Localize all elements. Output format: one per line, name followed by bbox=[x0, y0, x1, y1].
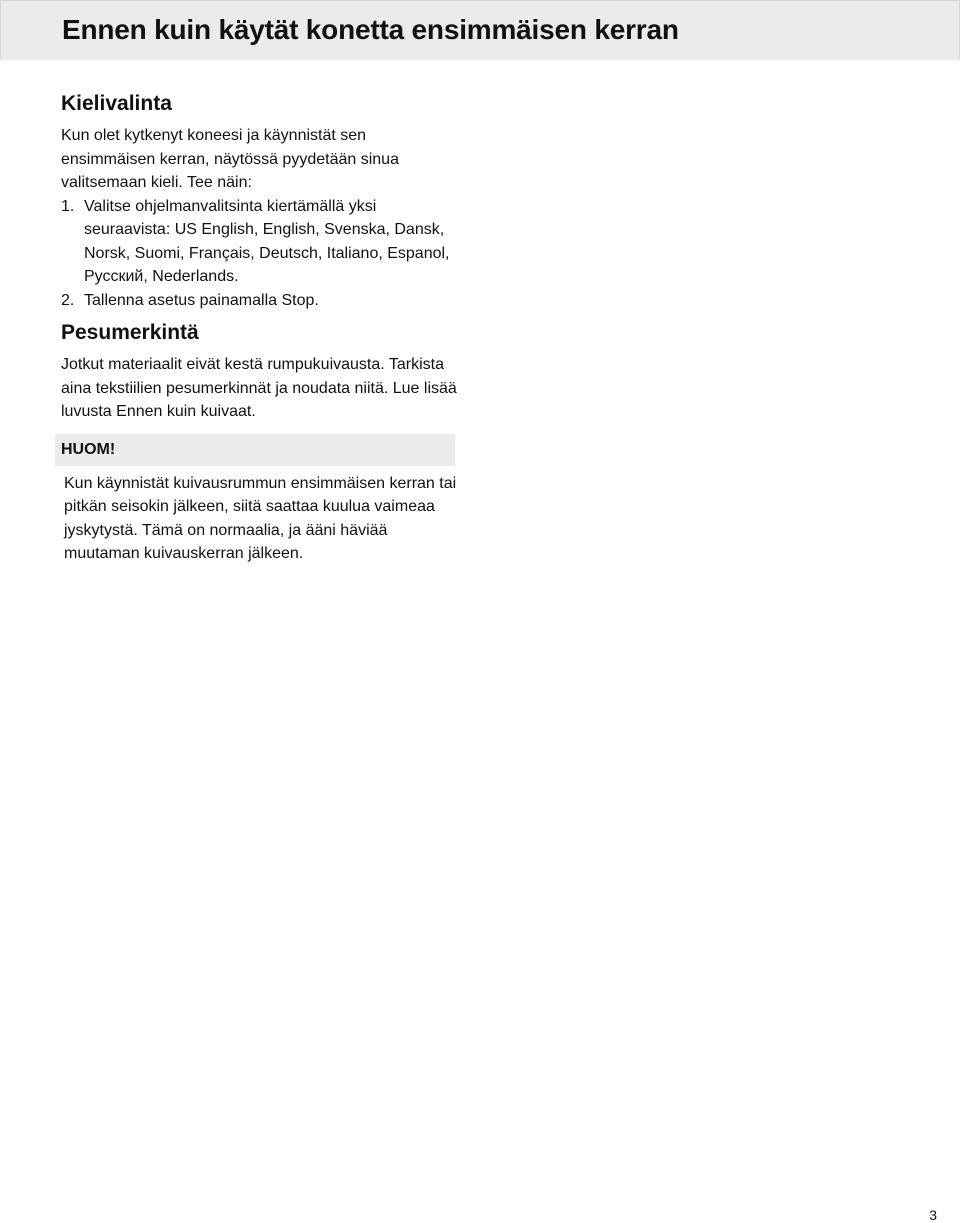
note-header-bar bbox=[55, 434, 455, 466]
section-wash-mark bbox=[61, 319, 461, 424]
step-text: Tallenna asetus painamalla Stop. bbox=[84, 291, 319, 309]
step-number: 2. bbox=[61, 291, 75, 309]
wash-mark-text: Jotkut materiaalit eivät kestä rumpukuivausta. Tarkista aina tekstiilien pesumerkinnät ja noudata niitä. Lue lisää luvusta Ennen kuin kuivaat. bbox=[61, 356, 457, 420]
language-steps-list bbox=[61, 195, 461, 313]
language-intro-text: Kun olet kytkenyt koneesi ja käynnistät sen ensimmäisen kerran, näytössä pyydetään sinua valitsemaan kieli. Tee näin: bbox=[61, 127, 399, 191]
page-title: Ennen kuin käytät konetta ensimmäisen kerran bbox=[62, 14, 679, 45]
page-number: 3 bbox=[929, 1207, 937, 1223]
note-text: Kun käynnistät kuivausrummun ensimmäisen kerran tai pitkän seisokin jälkeen, siitä saattaa kuulua vaimeaa jyskytystä. Tämä on normaalia, ja ääni häviää muutaman kuivauskerran jälkeen. bbox=[64, 474, 457, 562]
section-heading-language: Kielivalinta bbox=[61, 92, 172, 115]
note-label: HUOM! bbox=[61, 440, 116, 458]
step-text: Valitse ohjelmanvalitsinta kiertämällä yksi seuraavista: US English, English, Svenska, Dansk, Norsk, Suomi, Français, Deutsch, Italiano, Espanol, Русский, Nederlands. bbox=[84, 197, 450, 285]
section-language-selection bbox=[61, 90, 461, 312]
step-number: 1. bbox=[61, 197, 75, 215]
list-item bbox=[61, 289, 461, 313]
list-item bbox=[61, 195, 461, 289]
main-content bbox=[61, 90, 461, 566]
section-heading-wash-mark: Pesumerkintä bbox=[61, 321, 199, 344]
title-bar bbox=[0, 0, 960, 60]
